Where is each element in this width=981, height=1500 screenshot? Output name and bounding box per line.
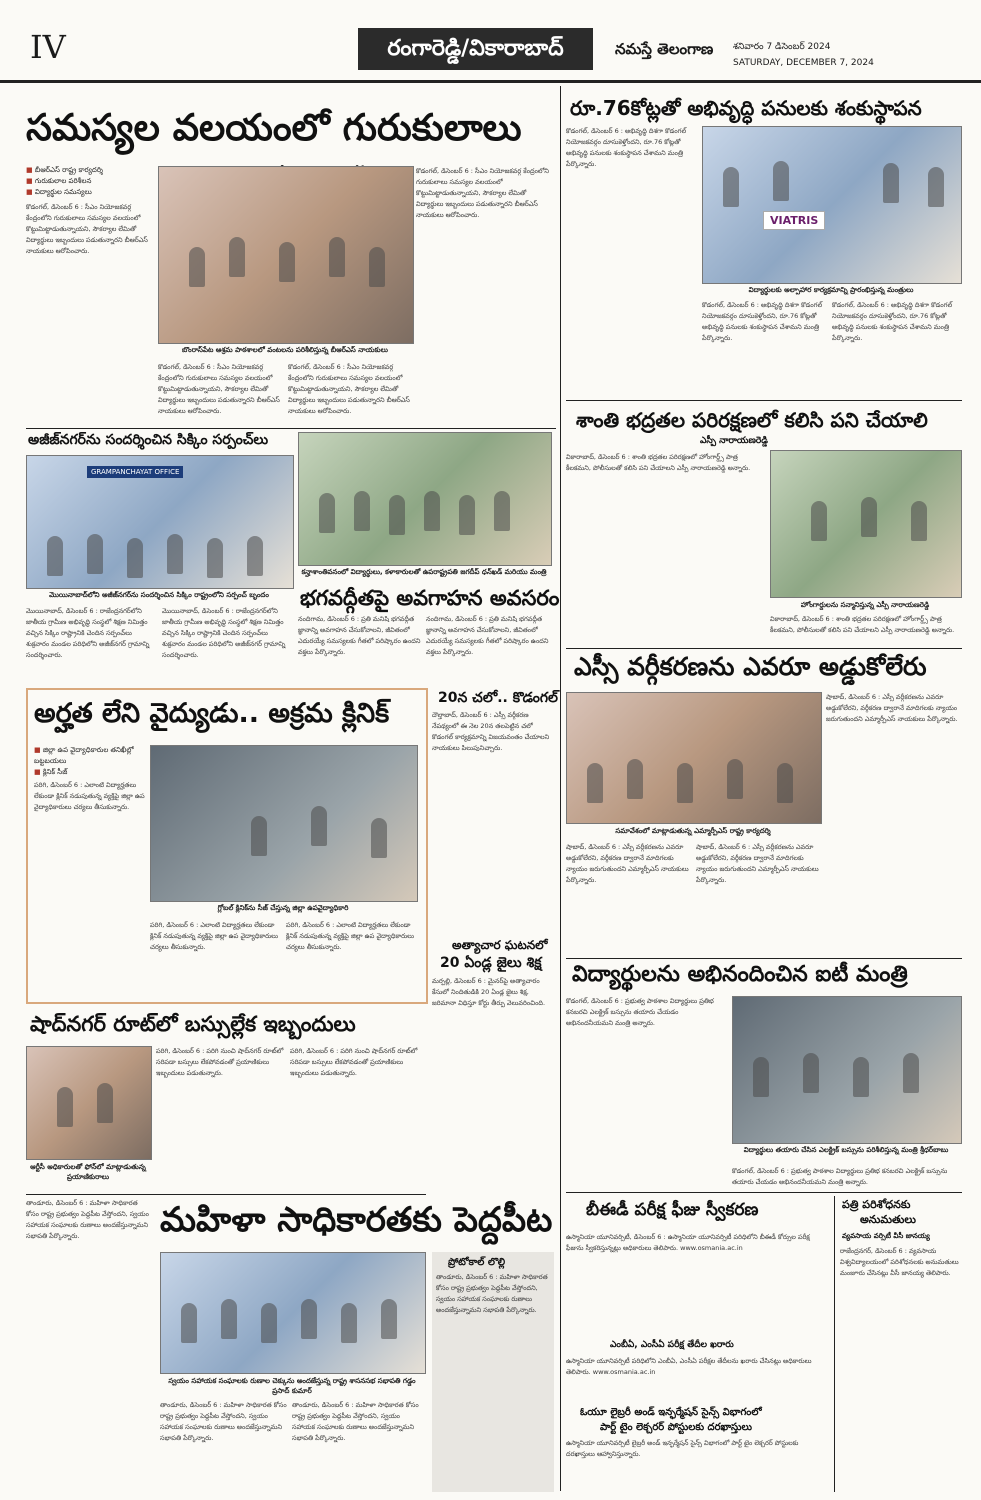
- section-rule: [26, 1194, 426, 1195]
- exam-body: ఉస్మానియా యూనివర్సిటీ, డిసెంబర్ 6 : ఉస్మానియా యూనివర్సిటీ పరిధిలోని బీఈడీ కోర్సుల పరీక్ష ఫీజును స్వీకరిస్తున్నట్లు అధికారులు తెలిపారు. www.osmania.ac.in: [566, 1233, 810, 1252]
- column-divider: [560, 86, 561, 1491]
- exam-headline: బీఈడీ పరీక్ష ఫీజు స్వీకరణ: [586, 1200, 759, 1220]
- research-kicker: వ్యవసాయ వర్సిటీ వీసీ జానయ్య: [842, 1232, 930, 1240]
- section-rule: [566, 958, 962, 959]
- exam-sub1-title: ఎంబీఏ, ఎంసీఏ పరీక్ష తేదీల ఖరారు: [610, 1340, 734, 1350]
- sikkim-signboard: GRAMPANCHAYAT OFFICE: [87, 466, 183, 478]
- vikarabad-headline: రూ.76కోట్లతో అభివృద్ధి పనులకు శంకుస్థాపన: [570, 96, 922, 120]
- bus-body-2: పరిగి, డిసెంబర్ 6 : పరిగి నుంచి షాద్‌నగర్ రూట్‌లో సరిపడా బస్సులు లేకపోవడంతో ప్రయాణికులు ఇబ్బందులు పడుతున్నారు.: [290, 1047, 418, 1077]
- bus-photo: [26, 1046, 152, 1160]
- paper-name: నమస్తే తెలంగాణ: [615, 40, 714, 58]
- bhagavad-caption: కన్హాశాంతివనంలో విద్యార్థులు, కళాకారులతో ఉపరాష్ట్రపతి జగదీప్ ధన్‌ఖడ్ మరియు మంత్రి: [301, 568, 547, 576]
- minister-body-2: కొడంగల్, డిసెంబర్ 6 : ప్రభుత్వ పాఠశాల విద్యార్థులు ప్రతిభ కనబరచి ఎలక్ట్రిక్ బస్సును తయారు చేయడం అభినందనీయమని మంత్రి అన్నారు.: [732, 1167, 948, 1186]
- police-body-1: వికారాబాద్, డిసెంబర్ 6 : శాంతి భద్రతల పరిరక్షణలో హోంగార్డ్స్ పాత్ర కీలకమని, పోలీసులతో కలిసి పని చేయాలని ఎస్పీ నారాయణరెడ్డి అన్నారు.: [566, 453, 751, 472]
- edition-banner: రంగారెడ్డి/వికారాబాద్: [358, 28, 593, 70]
- police-caption: హోంగార్డులను సన్మానిస్తున్న ఎస్పీ నారాయణరెడ్డి: [800, 601, 930, 609]
- pocso-headline-1: అత్యాచార ఘటనలో: [452, 938, 548, 952]
- bhagavad-body-2: నందిగామ, డిసెంబర్ 6 : ప్రతి మనిషి భగవద్గీత జ్ఞానాన్ని అవగాహన చేసుకోవాలని, జీవితంలో ఎదురయ్యే సమస్యలకు గీతలో పరిష్కారం ఉందని వక్తలు పేర్కొన్నారు.: [426, 615, 549, 656]
- gurukul-headline: సమస్యల వలయంలో గురుకులాలు: [26, 106, 522, 149]
- section-rule: [566, 1192, 962, 1193]
- sikkim-photo: [26, 455, 294, 589]
- sikkim-body-2: మొయినాబాద్, డిసెంబర్ 6 : రాజేంద్రనగర్‌లోని జాతీయ గ్రామీణ అభివృద్ధి సంస్థలో శిక్షణ నిమిత్తం వచ్చిన సిక్కిం రాష్ట్రానికి చెందిన సర్పంచ్‌లు శుక్రవారం మండల పరిధిలోని అజీజ్‌నగర్ గ్రామాన్ని సందర్శించారు.: [162, 607, 286, 659]
- minister-body-1: కొడంగల్, డిసెంబర్ 6 : ప్రభుత్వ పాఠశాల విద్యార్థులు ప్రతిభ కనబరచి ఎలక్ట్రిక్ బస్సును తయారు చేయడం అభినందనీయమని మంత్రి అన్నారు.: [566, 997, 714, 1027]
- police-photo: [770, 450, 962, 598]
- minister-photo: [732, 996, 962, 1144]
- gurukul-bullets: [26, 165, 151, 198]
- clinic-photo: [150, 745, 418, 902]
- women-headline: మహిళా సాధికారతకు పెద్దపీట: [160, 1200, 553, 1240]
- sikkim-caption: మొయినాబాద్‌లోని అజీజ్‌నగర్‌ను సందర్శించిన సిక్కిం రాష్ట్రంలోని సర్పంచ్ బృందం: [49, 591, 269, 599]
- bhagavad-body-1: నందిగామ, డిసెంబర్ 6 : ప్రతి మనిషి భగవద్గీత జ్ఞానాన్ని అవగాహన చేసుకోవాలని, జీవితంలో ఎదురయ్యే సమస్యలకు గీతలో పరిష్కారం ఉందని వక్తలు పేర్కొన్నారు.: [298, 615, 421, 656]
- date-english: SATURDAY, DECEMBER 7, 2024: [733, 58, 874, 68]
- sc-body-3: షాబాద్, డిసెంబర్ 6 : ఎస్సీ వర్గీకరణను ఎవరూ అడ్డుకోలేరని, వర్గీకరణ ద్వారానే మాదిగలకు న్యాయం జరుగుతుందని ఎమ్మార్పీఎస్ నాయకులు పేర్కొన్నారు.: [826, 693, 958, 723]
- sc-caption: సమావేశంలో మాట్లాడుతున్న ఎమ్మార్పీఎస్ రాష్ట్ర కార్యదర్శి: [615, 827, 771, 835]
- date-telugu: శనివారం 7 డిసెంబర్ 2024: [733, 42, 831, 52]
- protocol-kicker: ప్రోటోకాల్ లొల్లి: [448, 1257, 506, 1268]
- clinic-bullet: ■ క్లినిక్ సీజ్: [34, 767, 144, 778]
- gurukul-caption: బొంరాస్‌పేట ఆశ్రమ పాఠశాలలో వంటలను పరిశీలిస్తున్న బీఆర్‌ఎస్ నాయకులు: [182, 346, 388, 354]
- bus-body-1: పరిగి, డిసెంబర్ 6 : పరిగి నుంచి షాద్‌నగర్ రూట్‌లో సరిపడా బస్సులు లేకపోవడంతో ప్రయాణికులు ఇబ్బందులు పడుతున్నారు.: [156, 1047, 284, 1077]
- vikarabad-photo: [702, 126, 962, 284]
- bus-caption: ఆర్టీసీ అధికారులతో ఫోన్‌లో మాట్లాడుతున్న ప్రయాణికురాలు: [30, 1163, 146, 1181]
- vikarabad-caption: విద్యార్థులకు అల్పాహార కార్యక్రమాన్ని ప్రారంభిస్తున్న మంత్రులు: [748, 286, 914, 294]
- clinic-body-1: పరిగి, డిసెంబర్ 6 : ఎలాంటి విద్యార్హతలు లేకుండా క్లినిక్ నడుపుతున్న వ్యక్తిపై జిల్లా ఉప వైద్యాధికారులు చర్యలు తీసుకున్నారు.: [34, 781, 145, 811]
- clinic-bullet: ■ జిల్లా ఉప వైద్యాధికారుల తనిఖీల్లో బట్టబయలు: [34, 745, 144, 767]
- gurukul-body-3: కొడంగల్, డిసెంబర్ 6 : సీఎం నియోజకవర్గ కేంద్రంలోని గురుకులాలు సమస్యల వలయంలో కొట్టుమిట్టాడుతున్నాయని, సౌకర్యాల లేమితో విద్యార్థులు ఇబ్బందులు పడుతున్నారని బీఆర్‌ఎస్ నాయకులు ఆరోపించారు.: [158, 363, 280, 415]
- sc-photo: [566, 692, 822, 824]
- gurukul-body-1: కొడంగల్, డిసెంబర్ 6 : సీఎం నియోజకవర్గ కేంద్రంలోని గురుకులాలు సమస్యల వలయంలో కొట్టుమిట్టాడుతున్నాయని, సౌకర్యాల లేమితో విద్యార్థులు ఇబ్బందులు పడుతున్నారని బీఆర్‌ఎస్ నాయకులు ఆరోపించారు.: [26, 203, 148, 255]
- sc-headline: ఎస్సీ వర్గీకరణను ఎవరూ అడ్డుకోలేరు: [574, 652, 927, 681]
- gurukul-bullet: ■ విద్యార్థుల సమస్యలు: [26, 187, 151, 198]
- exam-sub1-body: ఉస్మానియా యూనివర్సిటీ పరిధిలోని ఎంబీఏ, ఎంసీఏ పరీక్షల తేదీలను ఖరారు చేసినట్లు అధికారులు తెలిపారు. www.osmania.ac.in: [566, 1357, 812, 1376]
- research-headline-1: పత్రి పరిశోధనకు: [842, 1198, 911, 1211]
- exam-sub2-title-2: పార్ట్ టైం లెక్చరర్ పోస్టులకు దరఖాస్తులు: [600, 1422, 752, 1433]
- minister-caption: విద్యార్థులు తయారు చేసిన ఎలక్ట్రిక్ బస్సును పరిశీలిస్తున్న మంత్రి శ్రీధర్‌బాబు: [743, 1146, 949, 1154]
- minister-headline: విద్యార్థులను అభినందించిన ఐటీ మంత్రి: [572, 962, 908, 987]
- clinic-caption: గ్లోబల్ క్లినిక్‌ను సీజ్ చేస్తున్న జిల్లా ఉపవైద్యాధికారి: [217, 904, 349, 912]
- clinic-bullets: [34, 745, 144, 778]
- gurukul-body-2: కొడంగల్, డిసెంబర్ 6 : సీఎం నియోజకవర్గ కేంద్రంలోని గురుకులాలు సమస్యల వలయంలో కొట్టుమిట్టాడుతున్నాయని, సౌకర్యాల లేమితో విద్యార్థులు ఇబ్బందులు పడుతున్నారని బీఆర్‌ఎస్ నాయకులు ఆరోపించారు.: [416, 167, 549, 219]
- kodangal-kicker: 20న చలో.. కొడంగల్: [438, 690, 558, 706]
- gurukul-bullet: ■ బీఆర్‌ఎస్ రాష్ట్ర కార్యదర్శి: [26, 165, 151, 176]
- clinic-body-3: పరిగి, డిసెంబర్ 6 : ఎలాంటి విద్యార్హతలు లేకుండా క్లినిక్ నడుపుతున్న వ్యక్తిపై జిల్లా ఉప వైద్యాధికారులు చర్యలు తీసుకున్నారు.: [286, 921, 415, 951]
- women-body-3: తాండూరు, డిసెంబర్ 6 : మహిళా సాధికారత కోసం రాష్ట్ర ప్రభుత్వం పెద్దపీట వేస్తోందని, స్వయం సహాయక సంఘాలకు రుణాలు అందజేస్తున్నామని సభాపతి పేర్కొన్నారు.: [292, 1401, 419, 1442]
- section-rule: [566, 648, 962, 649]
- sikkim-headline: అజీజ్‌నగర్‌ను సందర్శించిన సిక్కిం సర్పంచ్‌లు: [28, 432, 269, 448]
- sc-body-2: షాబాద్, డిసెంబర్ 6 : ఎస్సీ వర్గీకరణను ఎవరూ అడ్డుకోలేరని, వర్గీకరణ ద్వారానే మాదిగలకు న్యాయం జరుగుతుందని ఎమ్మార్పీఎస్ నాయకులు పేర్కొన్నారు.: [696, 843, 819, 884]
- women-photo: [160, 1252, 426, 1374]
- sikkim-body-1: మొయినాబాద్, డిసెంబర్ 6 : రాజేంద్రనగర్‌లోని జాతీయ గ్రామీణ అభివృద్ధి సంస్థలో శిక్షణ నిమిత్తం వచ్చిన సిక్కిం రాష్ట్రానికి చెందిన సర్పంచ్‌లు శుక్రవారం మండల పరిధిలోని అజీజ్‌నగర్ గ్రామాన్ని సందర్శించారు.: [26, 607, 150, 659]
- vikarabad-body-2: కొడంగల్, డిసెంబర్ 6 : అభివృద్ధి దిశగా కొడంగల్ నియోజకవర్గం దూసుకెళ్తోందని, రూ.76 కోట్లతో అభివృద్ధి పనులకు శంకుస్థాపన చేశామని మంత్రి పేర్కొన్నారు.: [702, 301, 823, 342]
- vikarabad-body-3: కొడంగల్, డిసెంబర్ 6 : అభివృద్ధి దిశగా కొడంగల్ నియోజకవర్గం దూసుకెళ్తోందని, రూ.76 కోట్లతో అభివృద్ధి పనులకు శంకుస్థాపన చేశామని మంత్రి పేర్కొన్నారు.: [832, 301, 953, 342]
- vikarabad-body-1: కొడంగల్, డిసెంబర్ 6 : అభివృద్ధి దిశగా కొడంగల్ నియోజకవర్గం దూసుకెళ్తోందని, రూ.76 కోట్లతో అభివృద్ధి పనులకు శంకుస్థాపన చేశామని మంత్రి పేర్కొన్నారు.: [566, 127, 687, 168]
- page-number: IV: [30, 28, 66, 66]
- bhagavad-photo: [298, 432, 552, 566]
- clinic-headline: అర్హత లేని వైద్యుడు.. అక్రమ క్లినిక్: [34, 698, 390, 729]
- section-rule: [566, 400, 962, 401]
- bhagavad-headline: భగవద్గీతపై అవగాహన అవసరం: [300, 586, 560, 610]
- gurukul-body-4: కొడంగల్, డిసెంబర్ 6 : సీఎం నియోజకవర్గ కేంద్రంలోని గురుకులాలు సమస్యల వలయంలో కొట్టుమిట్టాడుతున్నాయని, సౌకర్యాల లేమితో విద్యార్థులు ఇబ్బందులు పడుతున్నారని బీఆర్‌ఎస్ నాయకులు ఆరోపించారు.: [288, 363, 410, 415]
- research-headline-2: అనుమతులు: [860, 1213, 916, 1226]
- viatris-banner: VIATRIS: [763, 211, 825, 230]
- pocso-body: మర్పల్లి, డిసెంబర్ 6 : మైనర్‌పై అత్యాచారం కేసులో నిందితుడికి 20 ఏండ్ల జైలు శిక్ష, జరిమానా విధిస్తూ కోర్టు తీర్పు వెలువరించింది.: [432, 977, 546, 1007]
- sc-body-1: షాబాద్, డిసెంబర్ 6 : ఎస్సీ వర్గీకరణను ఎవరూ అడ్డుకోలేరని, వర్గీకరణ ద్వారానే మాదిగలకు న్యాయం జరుగుతుందని ఎమ్మార్పీఎస్ నాయకులు పేర్కొన్నారు.: [566, 843, 689, 884]
- kodangal-body: దౌల్తాబాద్, డిసెంబర్ 6 : ఎస్సీ వర్గీకరణ నేపథ్యంలో ఈ నెల 20న తలపెట్టిన చలో కొడంగల్ కార్యక్రమాన్ని విజయవంతం చేయాలని నాయకులు పిలుపునిచ్చారు.: [432, 711, 550, 752]
- section-rule: [26, 428, 556, 429]
- pocso-headline-2: 20 ఏండ్ల జైలు శిక్ష: [440, 955, 542, 971]
- exam-sub2-body: ఉస్మానియా యూనివర్సిటీ లైబ్రరీ అండ్ ఇన్ఫర్మేషన్ సైన్స్ విభాగంలో పార్ట్ టైం లెక్చరర్ పోస్టులకు దరఖాస్తులు ఆహ్వానిస్తున్నారు.: [566, 1439, 799, 1458]
- gurukul-photo: [158, 166, 414, 344]
- police-byline: ఎస్పీ నారాయణరెడ్డి: [700, 436, 768, 446]
- exam-sub2-title-1: ఓయూ లైబ్రరీ అండ్ ఇన్ఫర్మేషన్ సైన్స్ విభాగంలో: [580, 1407, 762, 1418]
- clinic-body-2: పరిగి, డిసెంబర్ 6 : ఎలాంటి విద్యార్హతలు లేకుండా క్లినిక్ నడుపుతున్న వ్యక్తిపై జిల్లా ఉప వైద్యాధికారులు చర్యలు తీసుకున్నారు.: [150, 921, 279, 951]
- gurukul-bullet: ■ గురుకులాల పరిశీలన: [26, 176, 151, 187]
- police-headline: శాంతి భద్రతల పరిరక్షణలో కలిసి పని చేయాలి: [576, 408, 928, 432]
- police-body-2: వికారాబాద్, డిసెంబర్ 6 : శాంతి భద్రతల పరిరక్షణలో హోంగార్డ్స్ పాత్ర కీలకమని, పోలీసులతో కలిసి పని చేయాలని ఎస్పీ నారాయణరెడ్డి అన్నారు.: [770, 615, 955, 634]
- column-divider: [834, 1196, 835, 1492]
- bus-headline: షాద్‌నగర్ రూట్‌లో బస్సుల్లేక ఇబ్బందులు: [30, 1012, 356, 1036]
- women-caption: స్వయం సహాయక సంఘాలకు రుణాల చెక్కును అందజేస్తున్న రాష్ట్ర శాసనసభ సభాపతి గడ్డం ప్రసాద్ కుమార్: [168, 1377, 416, 1395]
- women-body-1: తాండూరు, డిసెంబర్ 6 : మహిళా సాధికారత కోసం రాష్ట్ర ప్రభుత్వం పెద్దపీట వేస్తోందని, స్వయం సహాయక సంఘాలకు రుణాలు అందజేస్తున్నామని సభాపతి పేర్కొన్నారు.: [26, 1199, 149, 1240]
- protocol-body: తాండూరు, డిసెంబర్ 6 : మహిళా సాధికారత కోసం రాష్ట్ర ప్రభుత్వం పెద్దపీట వేస్తోందని, స్వయం సహాయక సంఘాలకు రుణాలు అందజేస్తున్నామని సభాపతి పేర్కొన్నారు.: [436, 1273, 548, 1314]
- women-body-2: తాండూరు, డిసెంబర్ 6 : మహిళా సాధికారత కోసం రాష్ట్ర ప్రభుత్వం పెద్దపీట వేస్తోందని, స్వయం సహాయక సంఘాలకు రుణాలు అందజేస్తున్నామని సభాపతి పేర్కొన్నారు.: [160, 1401, 287, 1442]
- research-body: రాజేంద్రనగర్, డిసెంబర్ 6 : వ్యవసాయ విశ్వవిద్యాలయంలో పరిశోధనలకు అనుమతులు మంజూరు చేసినట్లు వీసీ జానయ్య తెలిపారు.: [840, 1247, 959, 1277]
